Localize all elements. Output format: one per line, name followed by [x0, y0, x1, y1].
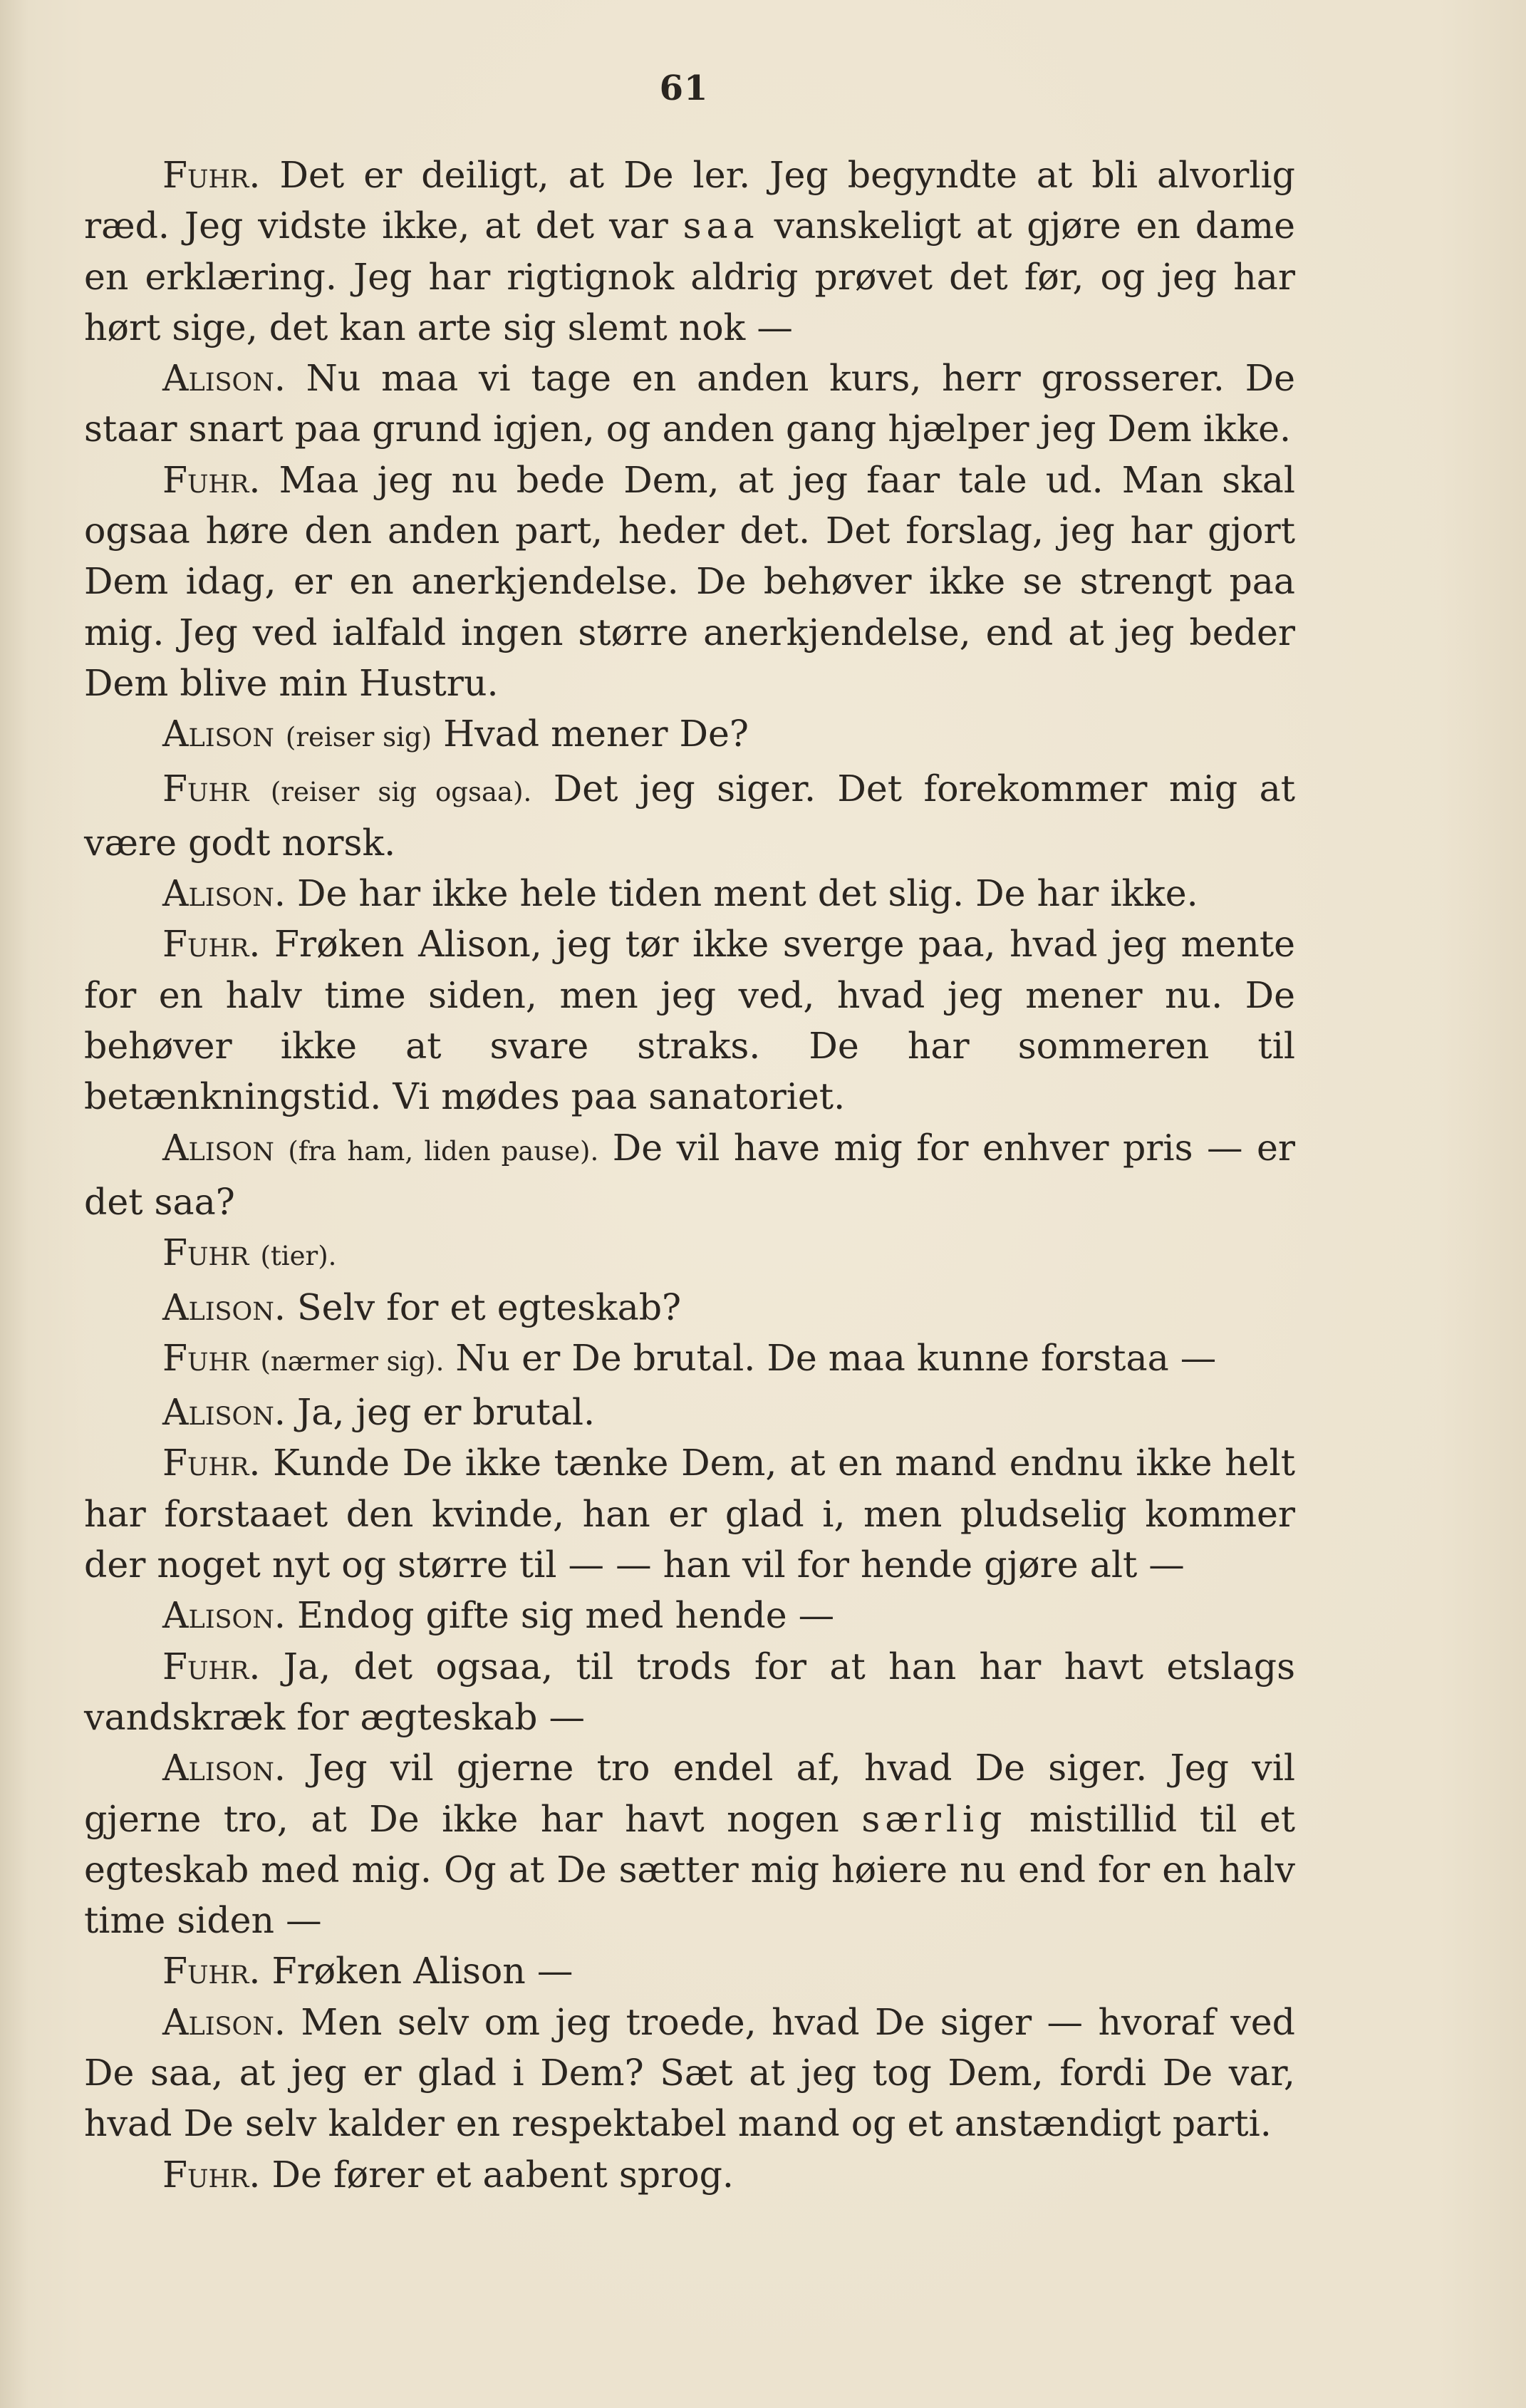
speaker-name: Fuhr — [162, 1645, 249, 1688]
dialogue-line: De fører et aabent sprog. — [271, 2153, 734, 2196]
stage-direction: (tier). — [260, 1241, 337, 1272]
speaker-name: Fuhr — [162, 154, 249, 196]
speaker-punctuation: . — [274, 1747, 286, 1789]
speaker-name: Alison — [162, 2000, 274, 2043]
dialogue-line: Jeg vil gjerne tro endel af, hvad De siger. Jeg vil gjerne tro, at De ikke har havt nogen — [84, 1747, 1295, 1840]
speaker-name: Alison — [162, 1747, 274, 1789]
dialogue-line: mistillid til et egteskab med mig. Og at De sætter mig høiere nu end for en halv time siden — — [84, 1797, 1295, 1942]
emphasized-text: særlig — [861, 1797, 1007, 1840]
dialogue-line: Det er deiligt, at De ler. Jeg begyndte at bli alvorlig ræd. Jeg vidste ikke, at det var — [84, 154, 1295, 247]
dialogue-paragraph — [84, 763, 1295, 869]
dialogue-paragraph — [84, 1641, 1295, 1743]
dialogue-paragraph — [84, 455, 1295, 708]
speaker-punctuation: . — [274, 2000, 286, 2043]
play-dialogue-text — [84, 150, 1295, 2200]
speaker-punctuation: . — [249, 1442, 261, 1484]
dialogue-paragraph — [84, 150, 1295, 353]
emphasized-text: saa — [682, 205, 759, 247]
dialogue-line: Nu er De brutal. De maa kunne forstaa — — [455, 1336, 1217, 1379]
stage-direction: (reiser sig) — [285, 722, 432, 753]
dialogue-paragraph — [84, 1387, 1295, 1437]
speaker-name: Fuhr — [162, 923, 249, 966]
dialogue-line: Selv for et egteskab? — [296, 1286, 682, 1328]
speaker-punctuation: . — [249, 1950, 261, 1993]
speaker-name: Alison — [162, 1126, 274, 1169]
speaker-punctuation: . — [249, 1645, 261, 1688]
speaker-name: Alison — [162, 1391, 274, 1434]
speaker-punctuation: . — [274, 357, 286, 400]
speaker-name: Fuhr — [162, 767, 249, 810]
dialogue-line: Ja, det ogsaa, til trods for at han har havt etslags vandskræk for ægteskab — — [84, 1645, 1295, 1738]
speaker-name: Alison — [162, 1594, 274, 1637]
speaker-punctuation: . — [274, 1594, 286, 1637]
dialogue-paragraph — [84, 1122, 1295, 1228]
dialogue-paragraph — [84, 2149, 1295, 2200]
dialogue-paragraph — [84, 919, 1295, 1122]
dialogue-line: Det jeg siger. Det forekommer mig at være godt norsk. — [84, 767, 1295, 864]
dialogue-paragraph — [84, 1997, 1295, 2149]
dialogue-paragraph — [84, 1945, 1295, 1996]
speaker-punctuation: . — [274, 1391, 286, 1434]
dialogue-paragraph — [84, 1282, 1295, 1333]
dialogue-line: De har ikke hele tiden ment det slig. De har ikke. — [296, 872, 1198, 915]
dialogue-line: Ja, jeg er brutal. — [296, 1391, 596, 1434]
speaker-name: Alison — [162, 872, 274, 915]
speaker-name: Fuhr — [162, 1442, 249, 1484]
page-number: 61 — [659, 68, 709, 108]
speaker-name: Fuhr — [162, 458, 249, 501]
dialogue-line: Nu maa vi tage en anden kurs, herr grosserer. De staar snart paa grund igjen, og anden gang hjælper jeg Dem ikke. — [84, 357, 1295, 450]
speaker-name: Alison — [162, 357, 274, 400]
speaker-punctuation: . — [274, 1286, 286, 1328]
dialogue-paragraph — [84, 868, 1295, 919]
dialogue-line: Hvad mener De? — [443, 713, 749, 755]
speaker-name: Fuhr — [162, 1336, 249, 1379]
dialogue-paragraph — [84, 708, 1295, 763]
dialogue-line: vanskeligt at gjøre en dame en erklæring. Jeg har rigtignok aldrig prøvet det før, og jeg har hørt sige, det kan arte sig slemt nok — — [84, 205, 1296, 348]
dialogue-line: Endog gifte sig med hende — — [296, 1594, 835, 1637]
dialogue-paragraph — [84, 1333, 1295, 1387]
dialogue-line: Frøken Alison, jeg tør ikke sverge paa, hvad jeg mente for en halv time siden, men jeg ved, hvad jeg mener nu. De behøver ikke at svare straks. De har sommeren til betænkningstid. Vi mødes paa sanatoriet. — [84, 923, 1296, 1118]
speaker-punctuation: . — [274, 872, 286, 915]
stage-direction: (reiser sig ogsaa). — [270, 776, 532, 807]
speaker-name: Alison — [162, 713, 274, 755]
speaker-punctuation: . — [249, 2153, 261, 2196]
speaker-punctuation: . — [249, 154, 261, 196]
speaker-name: Alison — [162, 1286, 274, 1328]
speaker-name: Fuhr — [162, 1950, 249, 1993]
dialogue-line: De vil have mig for enhver pris — er det saa? — [84, 1126, 1295, 1223]
stage-direction: (nærmer sig). — [260, 1345, 445, 1377]
dialogue-line: Men selv om jeg troede, hvad De siger — hvoraf ved De saa, at jeg er glad i Dem? Sæt at jeg tog Dem, fordi De var, hvad De selv kalder en respektabel mand og et anstændigt parti. — [84, 2000, 1295, 2145]
stage-direction: (fra ham, liden pause). — [288, 1135, 599, 1167]
speaker-name: Fuhr — [162, 1231, 249, 1274]
dialogue-line: Kunde De ikke tænke Dem, at en mand endnu ikke helt har forstaaet den kvinde, han er glad i, men pludselig kommer der noget nyt og større til — — han vil for hende gjøre alt — — [84, 1442, 1295, 1586]
dialogue-paragraph — [84, 353, 1295, 455]
speaker-punctuation: . — [249, 458, 261, 501]
dialogue-line: Frøken Alison — — [271, 1950, 573, 1993]
dialogue-line: Maa jeg nu bede Dem, at jeg faar tale ud. Man skal ogsaa høre den anden part, heder det. Det forslag, jeg har gjort Dem idag, er en anerkjendelse. De behøver ikke se strengt paa mig. Jeg ved ialfald ingen større anerkjendelse, end at jeg beder Dem blive min Hustru. — [84, 458, 1296, 704]
speaker-name: Fuhr — [162, 2153, 249, 2196]
speaker-punctuation: . — [249, 923, 261, 966]
dialogue-paragraph — [84, 1590, 1295, 1640]
dialogue-paragraph — [84, 1227, 1295, 1281]
dialogue-paragraph — [84, 1742, 1295, 1945]
dialogue-paragraph — [84, 1437, 1295, 1590]
